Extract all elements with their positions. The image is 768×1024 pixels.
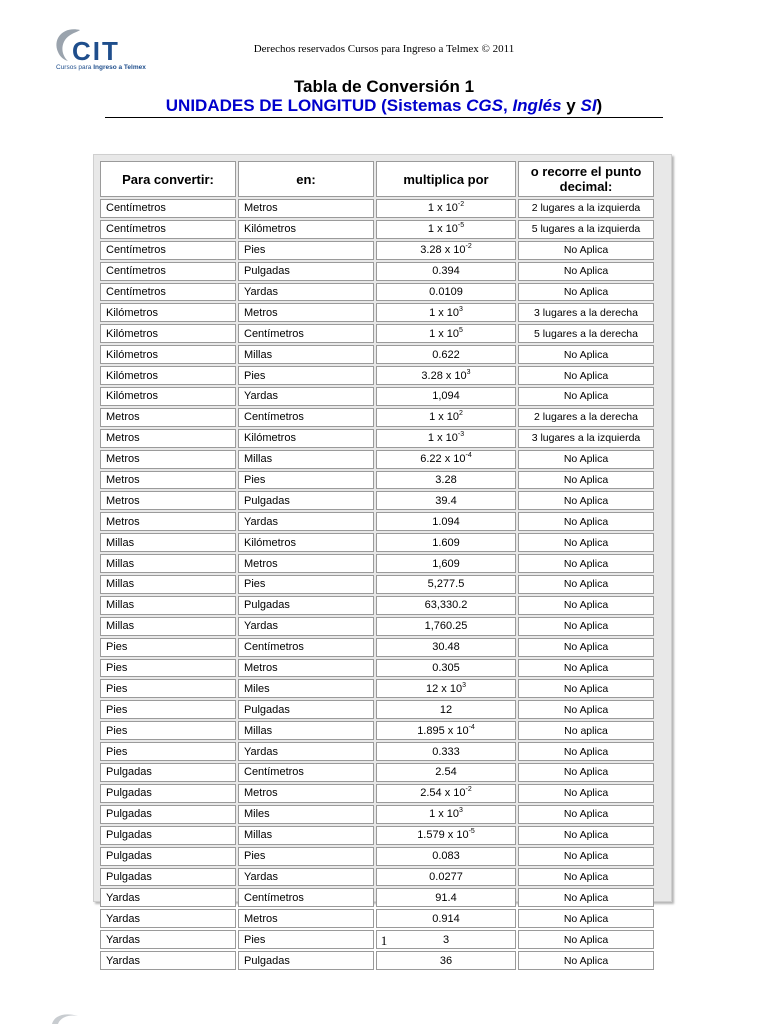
- multiplier-value: 0.914: [432, 912, 460, 925]
- cell-from-unit: Metros: [100, 471, 236, 490]
- cell-to-unit: Metros: [238, 554, 374, 573]
- subtitle-comma: ,: [503, 96, 513, 115]
- subtitle-part1: UNIDADES DE LONGITUD (Sistemas: [165, 96, 467, 115]
- cell-decimal-shift: 5 lugares a la derecha: [518, 324, 654, 343]
- cell-decimal-shift: No Aplica: [518, 512, 654, 531]
- cell-decimal-shift: No Aplica: [518, 951, 654, 970]
- cell-from-unit: Kilómetros: [100, 387, 236, 406]
- cell-multiplier: [376, 512, 516, 531]
- cell-to-unit: Pies: [238, 366, 374, 385]
- cell-decimal-shift: No Aplica: [518, 345, 654, 364]
- multiplier-exponent: -2: [465, 243, 472, 251]
- cell-multiplier: [376, 888, 516, 907]
- multiplier-value: 36: [439, 954, 453, 967]
- multiplier-exponent: -5: [468, 828, 475, 836]
- cell-to-unit: Pulgadas: [238, 596, 374, 615]
- swoosh-mark-icon: [48, 1008, 88, 1024]
- cell-from-unit: Pulgadas: [100, 868, 236, 887]
- cell-decimal-shift: No Aplica: [518, 909, 654, 928]
- cell-to-unit: Pies: [238, 847, 374, 866]
- cell-from-unit: Millas: [100, 596, 236, 615]
- multiplier-value: 0.305: [432, 662, 460, 675]
- cell-to-unit: Metros: [238, 784, 374, 803]
- cell-multiplier: [376, 199, 516, 218]
- cell-multiplier: [376, 366, 516, 385]
- multiplier-value: 63,330.2: [424, 599, 468, 612]
- cell-decimal-shift: No Aplica: [518, 659, 654, 678]
- subtitle-y: y: [561, 96, 581, 115]
- table-row: [100, 847, 654, 866]
- cell-to-unit: Centímetros: [238, 763, 374, 782]
- cell-multiplier: [376, 324, 516, 343]
- cell-from-unit: Yardas: [100, 951, 236, 970]
- cell-to-unit: Miles: [238, 805, 374, 824]
- table-row: [100, 951, 654, 970]
- subtitle-ingles: Inglés: [512, 96, 562, 115]
- cell-multiplier: [376, 805, 516, 824]
- multiplier-exponent: -5: [457, 222, 465, 230]
- cell-from-unit: Kilómetros: [100, 345, 236, 364]
- table-row: [100, 575, 654, 594]
- cell-multiplier: [376, 617, 516, 636]
- cell-decimal-shift: No Aplica: [518, 930, 654, 949]
- multiplier-value: 1.609: [432, 536, 460, 549]
- page-number: 1: [380, 933, 388, 948]
- cell-to-unit: Metros: [238, 199, 374, 218]
- multiplier-value: 1 x 10: [427, 202, 458, 215]
- cell-to-unit: Centímetros: [238, 324, 374, 343]
- cell-to-unit: Centímetros: [238, 888, 374, 907]
- multiplier-value: 12: [439, 703, 453, 716]
- conversion-table-frame: [93, 154, 672, 967]
- multiplier-value: 0.333: [432, 745, 460, 758]
- cell-from-unit: Millas: [100, 575, 236, 594]
- cell-from-unit: Pies: [100, 700, 236, 719]
- cell-from-unit: Kilómetros: [100, 324, 236, 343]
- cell-to-unit: Millas: [238, 721, 374, 740]
- subtitle-close: ): [596, 96, 603, 115]
- multiplier-value: 1,609: [432, 557, 460, 570]
- cell-to-unit: Pulgadas: [238, 951, 374, 970]
- multiplier-value: 1.094: [432, 515, 460, 528]
- multiplier-value: 5,277.5: [427, 578, 465, 591]
- table-row: [100, 408, 654, 427]
- multiplier-value: 2.54 x 10: [420, 787, 466, 800]
- cell-multiplier: [376, 491, 516, 510]
- cell-to-unit: Pulgadas: [238, 491, 374, 510]
- cell-to-unit: Centímetros: [238, 408, 374, 427]
- table-row: [100, 596, 654, 615]
- multiplier-exponent: 5: [459, 326, 463, 334]
- table-row: [100, 763, 654, 782]
- cell-from-unit: Yardas: [100, 930, 236, 949]
- multiplier-value: 12 x 10: [426, 682, 463, 695]
- multiplier-value: 3.28: [435, 474, 457, 487]
- table-row: [100, 303, 654, 322]
- cell-to-unit: Kilómetros: [238, 429, 374, 448]
- cell-from-unit: Millas: [100, 533, 236, 552]
- cell-multiplier: [376, 638, 516, 657]
- cell-decimal-shift: No Aplica: [518, 784, 654, 803]
- table-row: [100, 429, 654, 448]
- cell-decimal-shift: No Aplica: [518, 868, 654, 887]
- cell-multiplier: [376, 742, 516, 761]
- cell-decimal-shift: No Aplica: [518, 554, 654, 573]
- cell-from-unit: Pulgadas: [100, 763, 236, 782]
- multiplier-exponent: -4: [465, 452, 472, 460]
- cell-from-unit: Millas: [100, 617, 236, 636]
- cell-multiplier: [376, 721, 516, 740]
- table-row: [100, 868, 654, 887]
- cell-decimal-shift: No Aplica: [518, 575, 654, 594]
- cell-multiplier: [376, 408, 516, 427]
- multiplier-exponent: 3: [466, 368, 471, 376]
- cell-decimal-shift: No Aplica: [518, 826, 654, 845]
- copyright-notice: Derechos reservados Cursos para Ingreso a Telmex © 2011: [253, 43, 515, 55]
- cell-multiplier: [376, 345, 516, 364]
- cell-multiplier: [376, 784, 516, 803]
- cell-multiplier: [376, 909, 516, 928]
- cell-decimal-shift: No Aplica: [518, 491, 654, 510]
- cell-to-unit: Yardas: [238, 283, 374, 302]
- cell-to-unit: Kilómetros: [238, 533, 374, 552]
- table-row: [100, 700, 654, 719]
- cell-from-unit: Pies: [100, 721, 236, 740]
- cell-from-unit: Centímetros: [100, 220, 236, 239]
- cell-from-unit: Metros: [100, 512, 236, 531]
- multiplier-exponent: 2: [459, 410, 463, 418]
- cell-decimal-shift: No Aplica: [518, 241, 654, 260]
- multiplier-value: 1 x 10: [429, 411, 460, 424]
- multiplier-value: 39.4: [435, 494, 457, 507]
- cell-multiplier: [376, 596, 516, 615]
- cell-from-unit: Pies: [100, 659, 236, 678]
- cell-decimal-shift: No Aplica: [518, 596, 654, 615]
- table-row: [100, 659, 654, 678]
- multiplier-value: 2.54: [435, 766, 457, 779]
- table-row: [100, 638, 654, 657]
- table-row: [100, 742, 654, 761]
- cell-to-unit: Centímetros: [238, 638, 374, 657]
- subtitle-cgs: CGS: [466, 96, 503, 115]
- table-row: [100, 262, 654, 281]
- multiplier-value: 6.22 x 10: [420, 453, 466, 466]
- cell-multiplier: [376, 303, 516, 322]
- multiplier-value: 1 x 10: [429, 327, 460, 340]
- cell-to-unit: Pulgadas: [238, 700, 374, 719]
- cell-multiplier: [376, 847, 516, 866]
- cell-from-unit: Centímetros: [100, 199, 236, 218]
- logo-text: CIT: [72, 36, 120, 66]
- cell-to-unit: Yardas: [238, 617, 374, 636]
- cell-decimal-shift: No Aplica: [518, 450, 654, 469]
- cell-decimal-shift: No Aplica: [518, 638, 654, 657]
- table-row: [100, 909, 654, 928]
- cell-decimal-shift: No Aplica: [518, 617, 654, 636]
- table-row: [100, 784, 654, 803]
- cell-multiplier: [376, 283, 516, 302]
- cell-to-unit: Pulgadas: [238, 262, 374, 281]
- cell-to-unit: Millas: [238, 826, 374, 845]
- cell-to-unit: Metros: [238, 303, 374, 322]
- multiplier-value: 0.0109: [429, 286, 463, 298]
- cell-multiplier: [376, 575, 516, 594]
- cell-from-unit: Pies: [100, 638, 236, 657]
- multiplier-value: 1,094: [432, 390, 460, 403]
- cell-from-unit: Metros: [100, 408, 236, 427]
- multiplier-exponent: 3: [462, 681, 466, 689]
- table-row: [100, 512, 654, 531]
- cell-from-unit: Yardas: [100, 909, 236, 928]
- cell-multiplier: [376, 868, 516, 887]
- multiplier-value: 0.622: [432, 348, 460, 361]
- cell-to-unit: Yardas: [238, 512, 374, 531]
- multiplier-value: 1 x 10: [427, 432, 458, 445]
- cell-to-unit: Millas: [238, 345, 374, 364]
- table-row: [100, 324, 654, 343]
- cell-to-unit: Yardas: [238, 742, 374, 761]
- multiplier-exponent: -3: [457, 431, 465, 439]
- table-row: [100, 220, 654, 239]
- cell-from-unit: Pulgadas: [100, 784, 236, 803]
- cell-multiplier: [376, 429, 516, 448]
- cell-decimal-shift: 3 lugares a la izquierda: [518, 429, 654, 448]
- multiplier-value: 3.28 x 10: [420, 244, 466, 257]
- cell-multiplier: [376, 450, 516, 469]
- multiplier-value: 0.394: [432, 265, 460, 278]
- cell-from-unit: Pies: [100, 742, 236, 761]
- multiplier-value: 1 x 10: [429, 808, 460, 821]
- table-body: [100, 199, 654, 970]
- cell-decimal-shift: 2 lugares a la izquierda: [518, 199, 654, 218]
- multiplier-value: 1,760.25: [424, 620, 468, 633]
- subtitle-si: SI: [580, 96, 597, 115]
- cell-decimal-shift: 5 lugares a la izquierda: [518, 220, 654, 239]
- multiplier-exponent: 3: [459, 305, 463, 313]
- cell-from-unit: Kilómetros: [100, 366, 236, 385]
- cell-from-unit: Metros: [100, 450, 236, 469]
- cell-decimal-shift: No Aplica: [518, 366, 654, 385]
- multiplier-value: 1 x 10: [427, 223, 458, 236]
- cell-decimal-shift: No Aplica: [518, 742, 654, 761]
- header-para-convertir: Para convertir:: [100, 161, 236, 197]
- cell-multiplier: [376, 387, 516, 406]
- cell-to-unit: Pies: [238, 575, 374, 594]
- cell-decimal-shift: No Aplica: [518, 387, 654, 406]
- table-row: [100, 387, 654, 406]
- cell-multiplier: [376, 220, 516, 239]
- table-row: [100, 491, 654, 510]
- table-row: [100, 533, 654, 552]
- multiplier-value: 1.895 x 10: [417, 724, 469, 737]
- cell-decimal-shift: No Aplica: [518, 847, 654, 866]
- cell-to-unit: Pies: [238, 471, 374, 490]
- cell-from-unit: Yardas: [100, 888, 236, 907]
- table-row: [100, 199, 654, 218]
- cell-to-unit: Millas: [238, 450, 374, 469]
- table-row: [100, 366, 654, 385]
- cell-decimal-shift: No Aplica: [518, 262, 654, 281]
- table-row: [100, 721, 654, 740]
- title-rule: [105, 117, 663, 118]
- cell-multiplier: [376, 763, 516, 782]
- page-title: Tabla de Conversión 1: [293, 77, 475, 96]
- cell-to-unit: Pies: [238, 930, 374, 949]
- cell-from-unit: Pies: [100, 679, 236, 698]
- cell-decimal-shift: No aplica: [518, 721, 654, 740]
- cell-multiplier: [376, 241, 516, 260]
- multiplier-value: 1.579 x 10: [417, 829, 469, 842]
- cell-from-unit: Centímetros: [100, 283, 236, 302]
- header-en: en:: [238, 161, 374, 197]
- cell-from-unit: Centímetros: [100, 241, 236, 260]
- table-row: [100, 617, 654, 636]
- table-row: [100, 826, 654, 845]
- table-row: [100, 345, 654, 364]
- cell-decimal-shift: No Aplica: [518, 700, 654, 719]
- cell-multiplier: [376, 533, 516, 552]
- table-row: [100, 450, 654, 469]
- cell-from-unit: Pulgadas: [100, 826, 236, 845]
- cell-decimal-shift: No Aplica: [518, 471, 654, 490]
- multiplier-exponent: -2: [457, 201, 465, 209]
- cell-from-unit: Centímetros: [100, 262, 236, 281]
- multiplier-value: 0.083: [432, 850, 460, 863]
- cell-multiplier: [376, 951, 516, 970]
- multiplier-exponent: -4: [468, 723, 475, 731]
- cell-from-unit: Metros: [100, 429, 236, 448]
- cell-multiplier: [376, 826, 516, 845]
- multiplier-exponent: -2: [465, 786, 472, 794]
- multiplier-value: 3.28 x 10: [421, 369, 467, 382]
- table-header-row: [100, 161, 654, 197]
- multiplier-value: 0.0277: [429, 870, 463, 883]
- table-row: [100, 888, 654, 907]
- cell-decimal-shift: No Aplica: [518, 888, 654, 907]
- cell-decimal-shift: No Aplica: [518, 679, 654, 698]
- multiplier-value: 30.48: [432, 641, 460, 654]
- logo-subtitle-bold: Ingreso a Telmex: [93, 64, 146, 71]
- logo-subtitle-plain: Cursos para: [56, 64, 94, 71]
- cell-multiplier: [376, 700, 516, 719]
- cell-decimal-shift: 3 lugares a la derecha: [518, 303, 654, 322]
- cell-decimal-shift: 2 lugares a la derecha: [518, 408, 654, 427]
- cell-to-unit: Kilómetros: [238, 220, 374, 239]
- header-recorre-punto: o recorre el punto decimal:: [518, 161, 654, 197]
- multiplier-value: 1 x 10: [429, 306, 460, 319]
- table-row: [100, 283, 654, 302]
- logo-subtitle: [56, 64, 146, 71]
- cell-multiplier: [376, 471, 516, 490]
- cell-to-unit: Pies: [238, 241, 374, 260]
- cell-decimal-shift: No Aplica: [518, 763, 654, 782]
- cell-from-unit: Metros: [100, 491, 236, 510]
- cell-from-unit: Pulgadas: [100, 847, 236, 866]
- cell-to-unit: Yardas: [238, 387, 374, 406]
- conversion-table: [98, 159, 656, 972]
- table-row: [100, 241, 654, 260]
- header-multiplica-por: multiplica por: [376, 161, 516, 197]
- cell-from-unit: Kilómetros: [100, 303, 236, 322]
- table-row: [100, 679, 654, 698]
- cell-to-unit: Miles: [238, 679, 374, 698]
- cell-from-unit: Millas: [100, 554, 236, 573]
- page-subtitle: [0, 96, 768, 116]
- multiplier-exponent: 3: [459, 807, 463, 815]
- cell-multiplier: [376, 659, 516, 678]
- cell-from-unit: Pulgadas: [100, 805, 236, 824]
- cell-to-unit: Metros: [238, 909, 374, 928]
- cell-decimal-shift: No Aplica: [518, 805, 654, 824]
- table-row: [100, 471, 654, 490]
- cell-to-unit: Metros: [238, 659, 374, 678]
- cell-decimal-shift: No Aplica: [518, 533, 654, 552]
- multiplier-value: 3: [442, 933, 450, 946]
- multiplier-value: 91.4: [435, 891, 457, 904]
- cell-multiplier: [376, 679, 516, 698]
- cell-multiplier: [376, 554, 516, 573]
- table-row: [100, 554, 654, 573]
- cell-multiplier: [376, 262, 516, 281]
- table-row: [100, 805, 654, 824]
- cell-to-unit: Yardas: [238, 868, 374, 887]
- cell-decimal-shift: No Aplica: [518, 283, 654, 302]
